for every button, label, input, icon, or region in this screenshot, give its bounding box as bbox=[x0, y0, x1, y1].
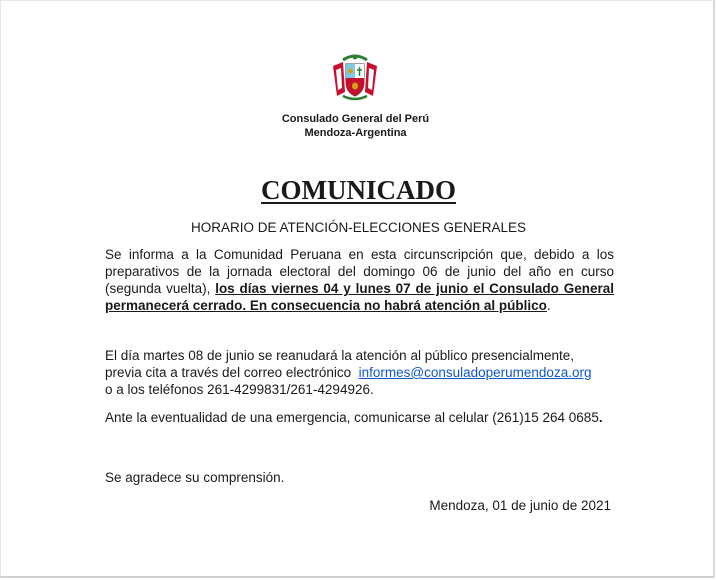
emergency-text: Ante la eventualidad de una emergencia, comunicarse al celular (261)15 264 0685 bbox=[105, 410, 599, 425]
paragraph-emergency bbox=[105, 409, 614, 426]
reopening-line-2: previa cita a través del correo electrónico bbox=[105, 365, 359, 380]
closure-notice-highlight: los días viernes 04 y lunes 07 de junio el Consulado General permanecerá cerrado. En consecuencia no habrá atención al público bbox=[105, 281, 614, 313]
emergency-end: . bbox=[598, 410, 603, 425]
closure-notice-text: Se informa a la Comunidad Peruana en esta circunscripción que, debido a los preparativos de la jornada electoral del domingo 06 de junio del año en curso (segunda vuelta), bbox=[105, 247, 614, 296]
email-link[interactable]: informes@consuladoperumendoza.org bbox=[358, 365, 592, 380]
consulate-name: Consulado General del Perú bbox=[281, 113, 430, 125]
peru-coat-of-arms-icon bbox=[329, 52, 381, 102]
paragraph-thanks: Se agradece su comprensión. bbox=[105, 470, 285, 485]
paragraph-reopening bbox=[105, 347, 614, 398]
document-subtitle: HORARIO DE ATENCIÓN-ELECCIONES GENERALES bbox=[190, 220, 527, 235]
reopening-phones: o a los teléfonos 261-4299831/261-4294926. bbox=[105, 382, 374, 397]
closure-notice-end: . bbox=[546, 298, 551, 313]
document-title: COMUNICADO bbox=[261, 175, 456, 205]
reopening-line-1: El día martes 08 de junio se reanudará la atención al público presencialmente, bbox=[105, 348, 575, 363]
paragraph-closure-notice bbox=[105, 246, 614, 314]
consulate-location: Mendoza-Argentina bbox=[304, 127, 407, 139]
document-date: Mendoza, 01 de junio de 2021 bbox=[429, 498, 611, 513]
